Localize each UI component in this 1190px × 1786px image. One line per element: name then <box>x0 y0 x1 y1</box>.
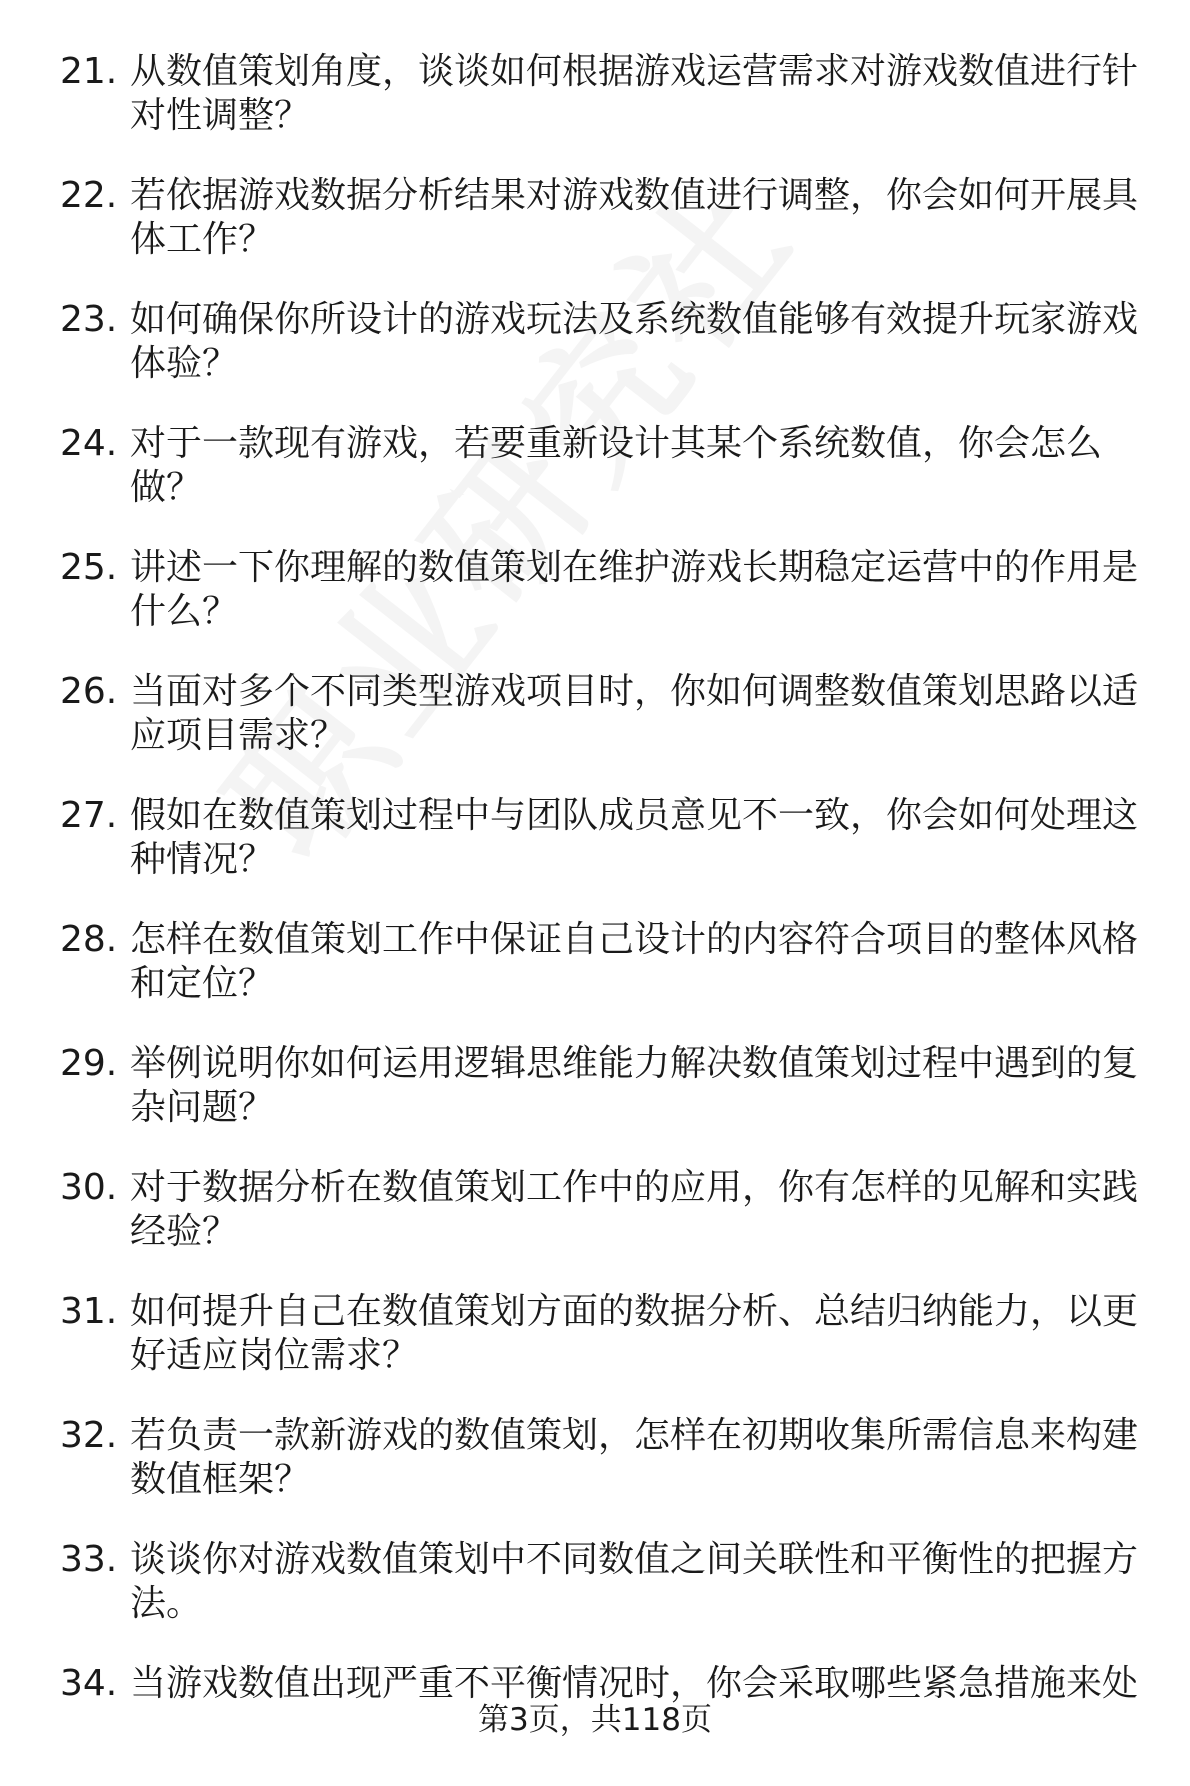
question-number: 23. <box>60 299 118 340</box>
question-item <box>60 50 1155 174</box>
question-text: 如何确保你所设计的游戏玩法及系统数值能够有效提升玩家游戏体验？ <box>130 299 1139 384</box>
question-text: 若负责一款新游戏的数值策划，怎样在初期收集所需信息来构建数值框架？ <box>130 1415 1139 1500</box>
question-number: 32. <box>60 1415 118 1456</box>
question-text: 对于一款现有游戏，若要重新设计其某个系统数值，你会怎么做？ <box>130 423 1103 508</box>
question-number: 34. <box>60 1663 118 1704</box>
question-item <box>60 1414 1155 1538</box>
question-number: 22. <box>60 175 118 216</box>
question-number: 26. <box>60 671 118 712</box>
question-item <box>60 174 1155 298</box>
question-item <box>60 298 1155 422</box>
question-item <box>60 1290 1155 1414</box>
question-item <box>60 1538 1155 1662</box>
question-text: 当游戏数值出现严重不平衡情况时，你会采取哪些紧急措施来处 <box>130 1663 1139 1704</box>
question-number: 30. <box>60 1167 118 1208</box>
question-item <box>60 918 1155 1042</box>
question-item <box>60 1166 1155 1290</box>
page-footer: 第3页，共118页 <box>478 1702 712 1738</box>
question-text: 谈谈你对游戏数值策划中不同数值之间关联性和平衡性的把握方法。 <box>130 1539 1139 1624</box>
question-text: 当面对多个不同类型游戏项目时，你如何调整数值策划思路以适应项目需求？ <box>130 671 1139 756</box>
question-text: 举例说明你如何运用逻辑思维能力解决数值策划过程中遇到的复杂问题？ <box>130 1043 1139 1128</box>
question-text: 假如在数值策划过程中与团队成员意见不一致，你会如何处理这种情况？ <box>130 795 1139 880</box>
question-number: 21. <box>60 51 118 92</box>
question-number: 27. <box>60 795 118 836</box>
question-number: 29. <box>60 1043 118 1084</box>
question-number: 31. <box>60 1291 118 1332</box>
question-item <box>60 794 1155 918</box>
question-number: 25. <box>60 547 118 588</box>
question-item <box>60 1042 1155 1166</box>
question-item <box>60 422 1155 546</box>
question-text: 如何提升自己在数值策划方面的数据分析、总结归纳能力，以更好适应岗位需求？ <box>130 1291 1139 1376</box>
question-number: 24. <box>60 423 118 464</box>
question-list <box>60 50 1155 1786</box>
question-text: 若依据游戏数据分析结果对游戏数值进行调整，你会如何开展具体工作？ <box>130 175 1139 260</box>
question-text: 对于数据分析在数值策划工作中的应用，你有怎样的见解和实践经验？ <box>130 1167 1139 1252</box>
question-text: 从数值策划角度，谈谈如何根据游戏运营需求对游戏数值进行针对性调整？ <box>130 51 1139 136</box>
question-text: 怎样在数值策划工作中保证自己设计的内容符合项目的整体风格和定位？ <box>130 919 1139 1004</box>
question-number: 28. <box>60 919 118 960</box>
question-number: 33. <box>60 1539 118 1580</box>
question-item <box>60 546 1155 670</box>
question-text: 讲述一下你理解的数值策划在维护游戏长期稳定运营中的作用是什么？ <box>130 547 1139 632</box>
question-item <box>60 670 1155 794</box>
